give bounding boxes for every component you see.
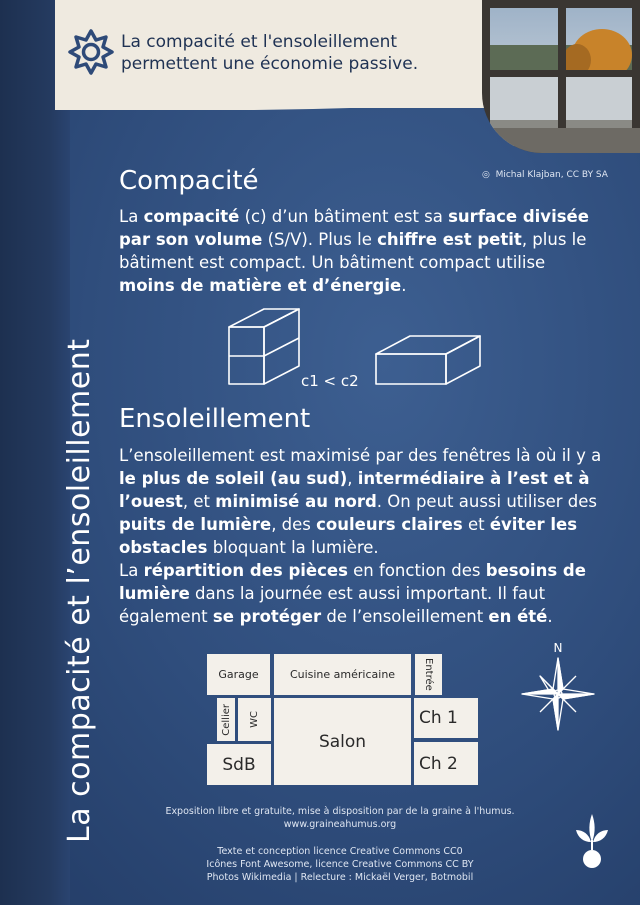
body-text: et [462, 515, 490, 534]
photo-credit-text: Michal Klajban, CC BY SA [495, 170, 608, 180]
emphasis-text: se protéger [212, 607, 322, 626]
emphasis-text: intermédiaire à l’est et à l’ouest [119, 469, 590, 511]
flat-block-side [446, 336, 480, 384]
ensoleillement-heading: Ensoleillement [119, 404, 311, 434]
emphasis-text: le plus de soleil (au sud) [119, 469, 348, 488]
camera-icon: ◎ [482, 170, 490, 180]
emphasis-text: en été [488, 607, 548, 626]
flat-block-front [376, 354, 446, 384]
compass-rose-icon [520, 640, 596, 732]
floor-plan [205, 650, 485, 790]
room-sdb [207, 744, 271, 785]
room-ch2-label: Ch 2 [419, 753, 458, 774]
emphasis-text: éviter les obstacles [119, 515, 578, 557]
body-text: . [547, 607, 553, 626]
room-wc-label: WC [249, 711, 260, 728]
body-text: de l’ensoleillement [321, 607, 489, 626]
emphasis-text: compacité [143, 207, 240, 226]
room-ch2 [414, 742, 478, 785]
body-text: . [401, 276, 407, 295]
emphasis-text: minimisé au nord [215, 492, 377, 511]
sprout-logo-icon [574, 812, 610, 870]
footer-line-5: Photos Wikimedia | Relecture : Mickaël Verger, Botmobil [206, 872, 474, 883]
compacite-paragraph [119, 205, 599, 297]
sun-icon [68, 29, 114, 75]
photo-credit [482, 170, 608, 180]
body-text: en fonction des [347, 561, 486, 580]
room-entree [415, 654, 442, 695]
room-entree-label: Entrée [423, 658, 434, 691]
room-ch1 [414, 698, 478, 738]
tall-block-top [229, 309, 299, 327]
body-text: dans la journée est aussi important. Il faut également [119, 584, 546, 626]
footer-line-1: Exposition libre et gratuite, mise à disposition par de la graine à l'humus. [165, 806, 515, 817]
body-text: , et [182, 492, 216, 511]
room-ch1-label: Ch 1 [419, 708, 458, 728]
compacite-heading: Compacité [119, 166, 259, 196]
body-text: , plus le bâtiment est compact. Un bâtiment compact utilise [119, 230, 587, 272]
room-cellier [217, 698, 235, 741]
emphasis-text: puits de lumière [119, 515, 272, 534]
body-text: (c) d’un bâtiment est sa [239, 207, 449, 226]
sidebar-band [0, 0, 70, 905]
body-text: bloquant la lumière. [207, 538, 379, 557]
room-salon [274, 698, 411, 785]
body-text: , des [271, 515, 317, 534]
room-garage [207, 654, 270, 695]
body-text: , [347, 469, 358, 488]
window-photo [482, 0, 640, 153]
compacity-diagram [224, 302, 494, 396]
footer-exposition [150, 805, 530, 831]
body-text: . On peut aussi utiliser des [376, 492, 598, 511]
header-line-1: La compacité et l'ensoleillement [121, 32, 398, 52]
header-text [121, 31, 471, 75]
emphasis-text: couleurs claires [316, 515, 463, 534]
emphasis-text: répartition des pièces [143, 561, 348, 580]
room-cuisine-label: Cuisine américaine [289, 668, 396, 681]
compass-north-label: N [553, 641, 563, 655]
emphasis-text: chiffre est petit [377, 230, 522, 249]
emphasis-text: besoins de lumière [119, 561, 586, 603]
body-text: L’ensoleillement est maximisé par des fenêtres là où il y a [119, 446, 602, 465]
room-cellier-label: Cellier [220, 703, 232, 736]
body-text: (S/V). Plus le [262, 230, 378, 249]
body-text: La [119, 207, 144, 226]
body-text: La [119, 561, 144, 580]
room-garage-label: Garage [218, 668, 259, 681]
vertical-title: La compacité et l’ensoleillement [62, 338, 97, 843]
footer-website-link[interactable]: www.graineahumus.org [283, 819, 397, 830]
emphasis-text: moins de matière et d’énergie [119, 276, 402, 295]
header-line-2: permettent une économie passive. [121, 54, 419, 74]
emphasis-text: surface divisée par son volume [119, 207, 589, 249]
room-sdb-label: SdB [222, 754, 256, 775]
footer-credits [150, 845, 530, 884]
compacity-formula: c1 < c2 [301, 372, 359, 390]
room-salon-label: Salon [318, 731, 367, 752]
room-wc [238, 698, 271, 741]
footer-line-4: Icônes Font Awesome, licence Creative Commons CC BY [206, 859, 474, 870]
footer-line-3: Texte et conception licence Creative Commons CC0 [217, 846, 463, 857]
room-cuisine [274, 654, 411, 695]
ensoleillement-paragraph [119, 444, 614, 628]
